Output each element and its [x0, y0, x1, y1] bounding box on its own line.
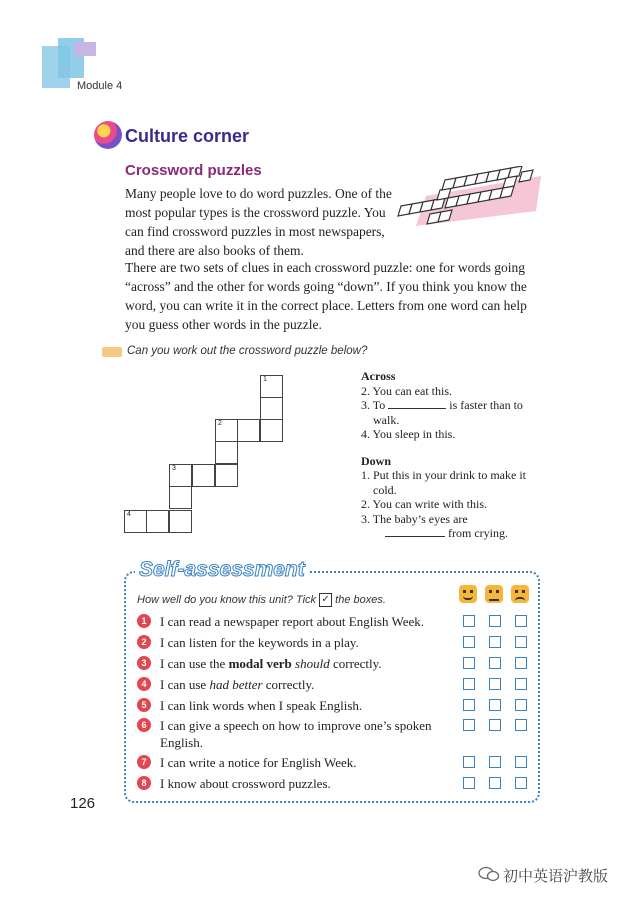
- crossword-grid: [124, 375, 284, 535]
- clue-down-2: 2. You can write with this.: [361, 497, 487, 511]
- crossword-cell[interactable]: [260, 375, 283, 398]
- question-text: the boxes.: [335, 593, 386, 606]
- item-text-part: correctly.: [262, 677, 315, 692]
- assessment-checkbox[interactable]: [489, 719, 501, 731]
- clue-across-4: 4. You sleep in this.: [361, 427, 456, 441]
- assessment-checkbox[interactable]: [463, 699, 475, 711]
- clue-down-1: 1. Put this in your drink to make it cold.: [361, 468, 526, 497]
- self-assessment-item: [137, 697, 457, 714]
- item-text-part: I can use the: [160, 656, 229, 671]
- item-text-part: I can give a speech on how to improve one’s spoken English.: [160, 718, 432, 750]
- item-text-part: I can read a newspaper report about English Week.: [160, 614, 425, 629]
- crossword-illustration: [396, 166, 546, 234]
- item-text: [160, 697, 457, 714]
- item-text: [160, 775, 457, 792]
- item-number-badge: 5: [137, 698, 151, 712]
- smile-face-icon: [459, 585, 477, 603]
- item-text-part: had better: [209, 677, 263, 692]
- self-assessment-question: [137, 593, 386, 607]
- self-assessment-item: [137, 634, 457, 651]
- clues-panel: [361, 369, 531, 541]
- assessment-checkbox[interactable]: [463, 777, 475, 789]
- item-number-badge: 7: [137, 755, 151, 769]
- self-assessment-title: Self-assessment: [135, 558, 309, 582]
- item-text: [160, 655, 457, 672]
- crossword-cell[interactable]: [169, 510, 192, 533]
- task-marker: [102, 347, 122, 357]
- clue-text: from crying.: [448, 526, 508, 540]
- clue-number: 1: [263, 376, 267, 383]
- assessment-checkbox[interactable]: [463, 678, 475, 690]
- assessment-checkbox[interactable]: [463, 719, 475, 731]
- item-number-badge: 1: [137, 614, 151, 628]
- item-number-badge: 8: [137, 776, 151, 790]
- frown-face-icon: [511, 585, 529, 603]
- item-text-part: I can listen for the keywords in a play.: [160, 635, 359, 650]
- assessment-checkbox[interactable]: [463, 636, 475, 648]
- item-text-part: I can write a notice for English Week.: [160, 755, 357, 770]
- item-text-part: modal verb: [228, 656, 292, 671]
- item-number-badge: 2: [137, 635, 151, 649]
- page-number: 126: [70, 795, 96, 812]
- crossword-cell[interactable]: [215, 464, 238, 487]
- paragraph-2: There are two sets of clues in each crossword puzzle: one for words going “across” and the other for words going “down”. If you think you know the word, you can write it in the correct place. Letters from one word can help you guess other words in the puzzle.: [125, 260, 527, 332]
- header-decoration: [74, 42, 96, 56]
- answer-blank: [385, 527, 445, 537]
- assessment-checkbox[interactable]: [463, 657, 475, 669]
- assessment-checkbox[interactable]: [489, 615, 501, 627]
- watermark-text: 初中英语沪教版: [503, 867, 609, 885]
- assessment-checkbox[interactable]: [489, 699, 501, 711]
- assessment-checkbox[interactable]: [489, 636, 501, 648]
- assessment-checkbox[interactable]: [515, 657, 527, 669]
- culture-corner-icon: [94, 121, 122, 149]
- across-heading: Across: [361, 369, 396, 383]
- item-text: [160, 754, 457, 771]
- clue-number: 2: [218, 420, 222, 427]
- item-text-part: should: [291, 656, 330, 671]
- clue-across-2: 2. You can eat this.: [361, 383, 452, 398]
- item-number-badge: 6: [137, 718, 151, 732]
- assessment-checkbox[interactable]: [515, 756, 527, 768]
- crossword-cell[interactable]: [215, 419, 238, 442]
- clue-text: 3. To: [361, 398, 386, 412]
- crossword-cell[interactable]: [169, 486, 192, 509]
- assessment-checkbox[interactable]: [489, 777, 501, 789]
- self-assessment-item: [137, 754, 457, 771]
- assessment-checkbox[interactable]: [489, 756, 501, 768]
- crossword-cell[interactable]: [237, 419, 260, 442]
- assessment-checkbox[interactable]: [515, 777, 527, 789]
- clue-number: 3: [172, 465, 176, 472]
- module-label: Module 4: [77, 80, 123, 92]
- self-assessment-item: [137, 613, 457, 630]
- assessment-checkbox[interactable]: [515, 636, 527, 648]
- clue-number: 4: [127, 511, 131, 518]
- assessment-checkbox[interactable]: [463, 615, 475, 627]
- crossword-cell[interactable]: [146, 510, 169, 533]
- self-assessment-item: [137, 717, 457, 751]
- paragraph-1: Many people love to do word puzzles. One of the most popular types is the crossword puzzle. You can find crossword puzzles in most newspapers, and there are also books of them.: [125, 186, 392, 258]
- assessment-checkbox[interactable]: [515, 699, 527, 711]
- self-assessment-item: [137, 676, 457, 693]
- assessment-checkbox[interactable]: [515, 719, 527, 731]
- assessment-checkbox[interactable]: [489, 678, 501, 690]
- item-number-badge: 4: [137, 677, 151, 691]
- article-title: Crossword puzzles: [125, 162, 262, 179]
- tick-icon: ✓: [319, 593, 332, 607]
- clue-across-3: [361, 398, 531, 427]
- clue-text: is faster than to walk.: [373, 398, 523, 427]
- assessment-checkbox[interactable]: [463, 756, 475, 768]
- crossword-cell[interactable]: [192, 464, 215, 487]
- crossword-cell[interactable]: [260, 397, 283, 420]
- down-heading: Down: [361, 453, 392, 468]
- crossword-cell[interactable]: [260, 419, 283, 442]
- neutral-face-icon: [485, 585, 503, 603]
- item-text: [160, 613, 457, 630]
- item-text-part: I can use: [160, 677, 210, 692]
- crossword-cell[interactable]: [215, 441, 238, 464]
- wechat-icon: [478, 866, 500, 882]
- clue-text: 3. The baby’s eyes are: [361, 511, 468, 526]
- item-text-part: I can link words when I speak English.: [160, 698, 363, 713]
- section-title: Culture corner: [125, 126, 250, 146]
- item-text: [160, 676, 457, 693]
- crossword-cell[interactable]: [169, 464, 192, 487]
- task-prompt: Can you work out the crossword puzzle below?: [127, 345, 368, 357]
- answer-blank: [388, 399, 446, 409]
- self-assessment-item: [137, 655, 457, 672]
- item-text: [160, 634, 457, 651]
- clue-down-3: [361, 512, 531, 541]
- item-text-part: correctly.: [329, 656, 382, 671]
- assessment-checkbox[interactable]: [515, 678, 527, 690]
- self-assessment-item: [137, 775, 457, 792]
- assessment-checkbox[interactable]: [515, 615, 527, 627]
- item-text-part: I know about crossword puzzles.: [160, 776, 331, 791]
- crossword-cell[interactable]: [124, 510, 147, 533]
- item-number-badge: 3: [137, 656, 151, 670]
- assessment-checkbox[interactable]: [489, 657, 501, 669]
- item-text: [160, 717, 457, 751]
- question-text: How well do you know this unit? Tick: [137, 593, 317, 606]
